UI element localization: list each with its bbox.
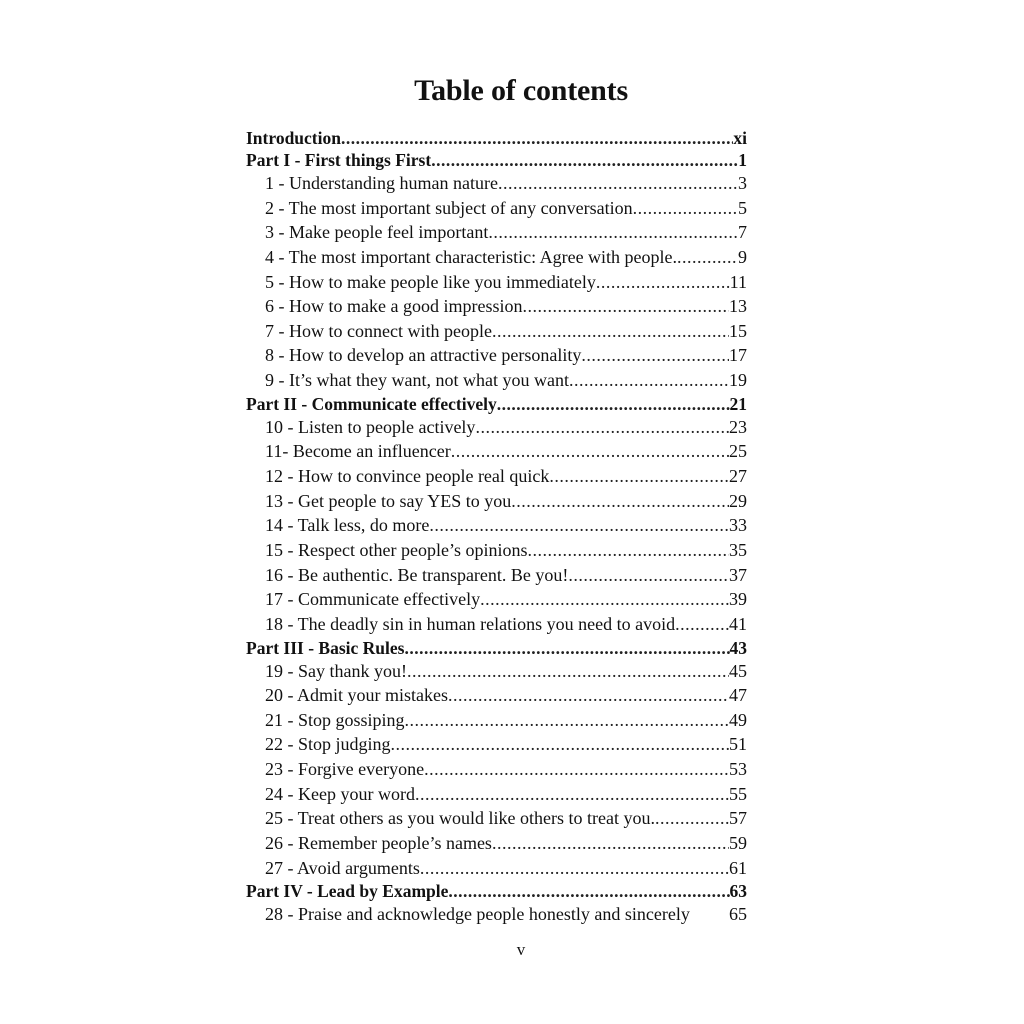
toc-chapter-entry[interactable] bbox=[246, 806, 747, 831]
toc-entry-page-number: 9 bbox=[738, 246, 747, 267]
toc-entry-page-number: 57 bbox=[729, 808, 747, 829]
toc-entry-title: Introduction bbox=[246, 128, 341, 148]
toc-entry-title: 12 - How to convince people real quick bbox=[265, 466, 550, 487]
toc-entry-title: Part IV - Lead by Example bbox=[246, 881, 449, 902]
toc-entry-title: 24 - Keep your word bbox=[265, 783, 415, 804]
toc-entry-page-number: 47 bbox=[729, 685, 747, 706]
toc-entry-title: 21 - Stop gossiping bbox=[265, 709, 405, 730]
toc-chapter-entry[interactable] bbox=[246, 708, 747, 733]
toc-entry-page-number: 11 bbox=[729, 271, 747, 292]
toc-entry-title: 26 - Remember people’s names bbox=[265, 833, 492, 854]
toc-entry-title: 6 - How to make a good impression bbox=[265, 296, 523, 317]
toc-chapter-entry[interactable] bbox=[246, 683, 747, 708]
toc-chapter-entry[interactable] bbox=[246, 464, 747, 489]
toc-chapter-entry[interactable] bbox=[246, 563, 747, 588]
toc-entry-page-number: 45 bbox=[729, 660, 747, 681]
toc-chapter-entry[interactable] bbox=[246, 782, 747, 807]
toc-entry-page-number: 1 bbox=[738, 150, 747, 170]
toc-entry-title: 3 - Make people feel important bbox=[265, 222, 489, 243]
dot-leader bbox=[569, 368, 729, 393]
toc-entry-page-number: 49 bbox=[729, 709, 747, 730]
toc-entry-page-number: 63 bbox=[729, 881, 747, 902]
toc-entry-title: 2 - The most important subject of any conversation bbox=[265, 197, 633, 218]
toc-entry-title: 13 - Get people to say YES to you bbox=[265, 490, 512, 511]
toc-entry-title: 28 - Praise and acknowledge people honestly and sincerely bbox=[265, 904, 690, 925]
dot-leader bbox=[480, 587, 729, 612]
dot-leader bbox=[633, 196, 738, 221]
toc-entry-title: Part II - Communicate effectively bbox=[246, 393, 497, 414]
toc-entry-page-number: 61 bbox=[729, 857, 747, 878]
toc-entry-title: 14 - Talk less, do more bbox=[265, 515, 430, 536]
toc-chapter-entry[interactable] bbox=[246, 612, 747, 637]
toc-entry-title: 18 - The deadly sin in human relations you need to avoid bbox=[265, 613, 676, 634]
toc-entry-title: 16 - Be authentic. Be transparent. Be you! bbox=[265, 564, 569, 585]
toc-entry-page-number: 27 bbox=[729, 466, 747, 487]
toc-entry-page-number: 59 bbox=[729, 833, 747, 854]
dot-leader bbox=[475, 415, 729, 440]
dot-leader bbox=[568, 563, 729, 588]
dot-leader bbox=[492, 831, 729, 856]
toc-chapter-entry[interactable] bbox=[246, 856, 747, 881]
toc-entry-title: Part III - Basic Rules bbox=[246, 637, 405, 658]
dot-leader bbox=[492, 319, 729, 344]
toc-entry-title: 15 - Respect other people’s opinions bbox=[265, 539, 528, 560]
toc-entry-title: 20 - Admit your mistakes bbox=[265, 685, 448, 706]
toc-entry-page-number: 13 bbox=[729, 296, 747, 317]
toc-chapter-entry[interactable] bbox=[246, 343, 747, 368]
dot-leader bbox=[511, 489, 729, 514]
toc-chapter-entry[interactable] bbox=[246, 831, 747, 856]
dot-leader bbox=[391, 732, 729, 757]
toc-entry-page-number: 5 bbox=[738, 197, 747, 218]
toc-entry-page-number: 7 bbox=[738, 222, 747, 243]
dot-leader bbox=[527, 538, 729, 563]
toc-entry-title: 8 - How to develop an attractive personality bbox=[265, 345, 582, 366]
toc-entry-title: 27 - Avoid arguments bbox=[265, 857, 420, 878]
toc-entry-page-number: 33 bbox=[729, 515, 747, 536]
toc-entry-page-number: 23 bbox=[729, 416, 747, 437]
toc-part-entry[interactable] bbox=[246, 637, 747, 659]
dot-leader bbox=[415, 782, 729, 807]
dot-leader bbox=[420, 856, 729, 881]
toc-entry-page-number: 37 bbox=[729, 564, 747, 585]
toc-chapter-entry[interactable] bbox=[246, 902, 747, 927]
toc-entry-title: 5 - How to make people like you immediately bbox=[265, 271, 596, 292]
toc-entry-page-number: 3 bbox=[738, 173, 747, 193]
dot-leader bbox=[424, 757, 729, 782]
toc-chapter-entry[interactable] bbox=[246, 319, 747, 344]
toc-chapter-entry[interactable] bbox=[246, 171, 747, 196]
toc-chapter-entry[interactable] bbox=[246, 489, 747, 514]
toc-entry-page-number: 25 bbox=[729, 441, 747, 462]
toc-entry-title: 22 - Stop judging bbox=[265, 734, 391, 755]
toc-entry-page-number: xi bbox=[733, 128, 747, 148]
page-number: v bbox=[516, 940, 526, 959]
toc-chapter-entry[interactable] bbox=[246, 368, 747, 393]
dot-leader bbox=[655, 806, 729, 831]
toc-entry-title: 10 - Listen to people actively bbox=[265, 416, 476, 437]
toc-chapter-entry[interactable] bbox=[246, 245, 747, 270]
dot-leader bbox=[522, 294, 729, 319]
toc-chapter-entry[interactable] bbox=[246, 757, 747, 782]
toc-entry-title: 4 - The most important characteristic: Agree with people. bbox=[265, 246, 678, 267]
toc-chapter-entry[interactable] bbox=[246, 538, 747, 563]
toc-entry-page-number: 39 bbox=[729, 589, 747, 610]
toc-entry-page-number: 21 bbox=[729, 393, 747, 414]
toc-entry-title: 19 - Say thank you! bbox=[265, 660, 407, 681]
toc-chapter-entry[interactable] bbox=[246, 196, 747, 221]
toc-entry-page-number: 29 bbox=[729, 490, 747, 511]
toc-entry-title: 1 - Understanding human nature bbox=[265, 173, 498, 193]
dot-leader bbox=[448, 683, 729, 708]
toc-part-entry[interactable] bbox=[246, 149, 747, 171]
toc-entry-title: 11- Become an influencer bbox=[265, 441, 451, 462]
toc-entry-page-number: 43 bbox=[729, 637, 747, 658]
toc-part-entry[interactable] bbox=[246, 127, 747, 149]
dot-leader bbox=[497, 393, 730, 415]
toc-entry-title: 23 - Forgive everyone bbox=[265, 759, 425, 780]
toc-chapter-entry[interactable] bbox=[246, 587, 747, 612]
dot-leader bbox=[404, 637, 729, 659]
toc-entry-title: 9 - It’s what they want, not what you want bbox=[265, 370, 569, 391]
toc-part-entry[interactable] bbox=[246, 880, 747, 902]
toc-entry-title: 7 - How to connect with people bbox=[265, 320, 492, 341]
toc-chapter-entry[interactable] bbox=[246, 294, 747, 319]
dot-leader bbox=[341, 127, 733, 149]
toc-entry-page-number: 19 bbox=[729, 370, 747, 391]
dot-leader bbox=[405, 708, 729, 733]
dot-leader bbox=[451, 439, 729, 464]
toc-entry-title: 17 - Communicate effectively bbox=[265, 589, 481, 610]
dot-leader bbox=[677, 245, 738, 270]
dot-leader bbox=[596, 270, 730, 295]
dot-leader bbox=[581, 343, 729, 368]
toc-entry-page-number: 15 bbox=[729, 320, 747, 341]
toc-entry-page-number: 41 bbox=[729, 613, 747, 634]
toc-part-entry[interactable] bbox=[246, 393, 747, 415]
toc-entry-page-number: 65 bbox=[729, 904, 747, 925]
toc-entry-title: Part I - First things First bbox=[246, 150, 432, 170]
dot-leader bbox=[549, 464, 729, 489]
dot-leader bbox=[448, 880, 729, 902]
dot-leader bbox=[407, 659, 729, 684]
toc-entry-page-number: 55 bbox=[729, 783, 747, 804]
table-of-contents bbox=[246, 127, 747, 927]
toc-chapter-entry[interactable] bbox=[246, 732, 747, 757]
toc-chapter-entry[interactable] bbox=[246, 415, 747, 440]
toc-chapter-entry[interactable] bbox=[246, 439, 747, 464]
toc-entry-page-number: 51 bbox=[729, 734, 747, 755]
toc-entry-title: 25 - Treat others as you would like others to treat you. bbox=[265, 808, 655, 829]
page-title: Table of contents bbox=[414, 74, 628, 107]
toc-entry-page-number: 17 bbox=[729, 345, 747, 366]
toc-entry-page-number: 53 bbox=[729, 759, 747, 780]
toc-entry-page-number: 35 bbox=[729, 539, 747, 560]
dot-leader bbox=[498, 171, 738, 196]
toc-chapter-entry[interactable] bbox=[246, 220, 747, 245]
toc-chapter-entry[interactable] bbox=[246, 659, 747, 684]
dot-leader bbox=[431, 149, 738, 171]
dot-leader bbox=[488, 220, 738, 245]
toc-chapter-entry[interactable] bbox=[246, 513, 747, 538]
dot-leader bbox=[675, 612, 729, 637]
dot-leader bbox=[429, 513, 729, 538]
toc-chapter-entry[interactable] bbox=[246, 270, 747, 295]
